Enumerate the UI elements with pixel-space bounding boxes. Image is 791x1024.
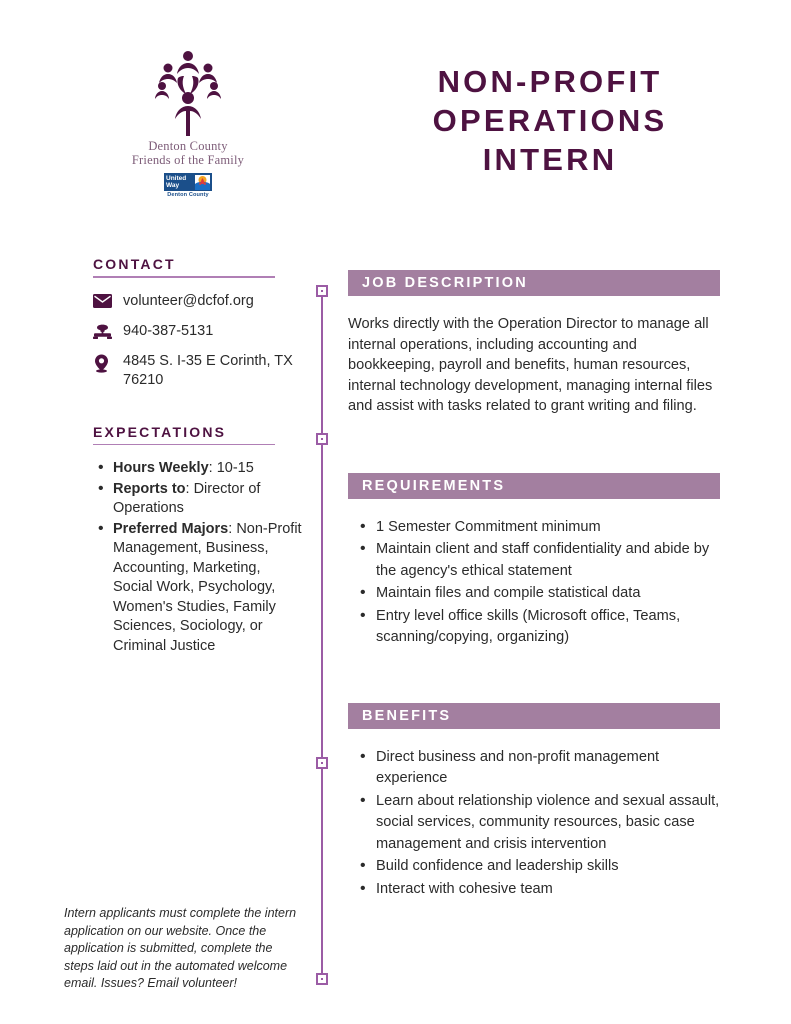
contact-item-email: [93, 292, 303, 311]
org-name-line1: Denton County: [148, 139, 228, 153]
contact-phone-value[interactable]: 940-387-5131: [123, 322, 214, 339]
contact-item-address: [93, 352, 303, 390]
expectations-list: [93, 459, 303, 656]
org-name-line2: Friends of the Family: [131, 152, 245, 167]
united-way-badge: [164, 173, 212, 191]
telephone-icon: [93, 322, 123, 340]
divider-node: [316, 757, 328, 769]
page-title: NON-PROFIT OPERATIONS INTERN: [432, 64, 668, 177]
requirements-header-bar: [348, 473, 720, 499]
location-pin-icon: [93, 352, 123, 373]
list-item: • Build confidence and leadership skills: [348, 856, 720, 878]
expectations-section: [93, 424, 303, 657]
application-footnote: Intern applicants must complete the intern application on our website. Once the application is submitted, complete the steps laid out in the automated welcome email. Issues? Email volunteer!: [64, 906, 297, 990]
benefits-section: [348, 703, 720, 901]
expectation-label: Reports to: [113, 480, 186, 497]
expectations-heading: EXPECTATIONS: [93, 423, 227, 440]
flyer-header: [0, 0, 791, 225]
requirements-section: [348, 473, 720, 649]
job-description-header-bar: [348, 270, 720, 296]
list-item: • Learn about relationship violence and sexual assault, social services, community resources, basic case management and crisis intervention: [348, 791, 720, 856]
list-item: • 1 Semester Commitment minimum: [348, 517, 720, 539]
united-way-county: Denton County: [167, 192, 209, 198]
job-description-heading: JOB DESCRIPTION: [362, 275, 528, 291]
benefits-list: [348, 747, 720, 901]
organization-name: [132, 140, 244, 167]
united-way-wordmark: [166, 175, 195, 189]
contact-item-phone: [93, 322, 303, 341]
requirements-heading: REQUIREMENTS: [362, 477, 506, 494]
expectation-value: 10-15: [216, 460, 254, 476]
expectation-sep: :: [208, 460, 217, 476]
list-item: [93, 480, 303, 519]
contact-address-value: 4845 S. I-35 E Corinth, TX 76210: [123, 352, 293, 388]
united-way-logo: [164, 173, 212, 198]
requirements-list: [348, 517, 720, 649]
expectation-label: Hours Weekly: [113, 460, 209, 476]
united-way-word2: Way: [166, 182, 180, 189]
benefits-header-bar: [348, 703, 720, 729]
expectation-sep: :: [185, 480, 194, 497]
expectation-value: Director of Operations: [113, 480, 261, 516]
envelope-icon: [93, 292, 123, 308]
expectation-label: Preferred Majors: [113, 520, 229, 537]
united-way-hand-icon: [195, 175, 210, 190]
list-item: • Entry level office skills (Microsoft office, Teams, scanning/copying, organizing): [348, 606, 720, 649]
list-item: • Interact with cohesive team: [348, 879, 720, 901]
contact-section: [93, 256, 303, 390]
expectations-heading-rule: [93, 444, 275, 446]
united-way-word1: United: [166, 175, 187, 182]
divider-node: [316, 973, 328, 985]
benefits-heading: BENEFITS: [362, 707, 452, 724]
contact-email-value[interactable]: volunteer@dcfof.org: [123, 292, 254, 309]
expectation-sep: :: [228, 520, 237, 537]
tree-logo-icon: [154, 48, 222, 136]
left-column: [93, 256, 303, 657]
contact-heading-rule: [93, 276, 275, 278]
contact-heading: CONTACT: [93, 256, 176, 272]
list-item: • Maintain files and compile statistical data: [348, 583, 720, 605]
organization-logo-block: [118, 48, 258, 198]
list-item: • Maintain client and staff confidentiality and abide by the agency's ethical statement: [348, 539, 720, 582]
list-item: • Direct business and non-profit management experience: [348, 747, 720, 790]
list-item: [93, 459, 303, 479]
job-description-section: [348, 270, 720, 417]
divider-node: [316, 433, 328, 445]
job-description-text: Works directly with the Operation Director to manage all internal operations, including accounting and bookkeeping, payroll and benefits, human resources, internal technology development, managing internal files and assist with tasks related to grant writing and filing.: [348, 316, 713, 414]
divider-node: [316, 285, 328, 297]
expectation-value: Non-Profit Management, Business, Accounting, Marketing, Social Work, Psychology, Women's Studies, Family Sciences, Sociology, or Criminal Justice: [113, 520, 302, 654]
right-column: [348, 270, 720, 901]
vertical-divider: [321, 285, 323, 985]
list-item: [93, 520, 303, 657]
